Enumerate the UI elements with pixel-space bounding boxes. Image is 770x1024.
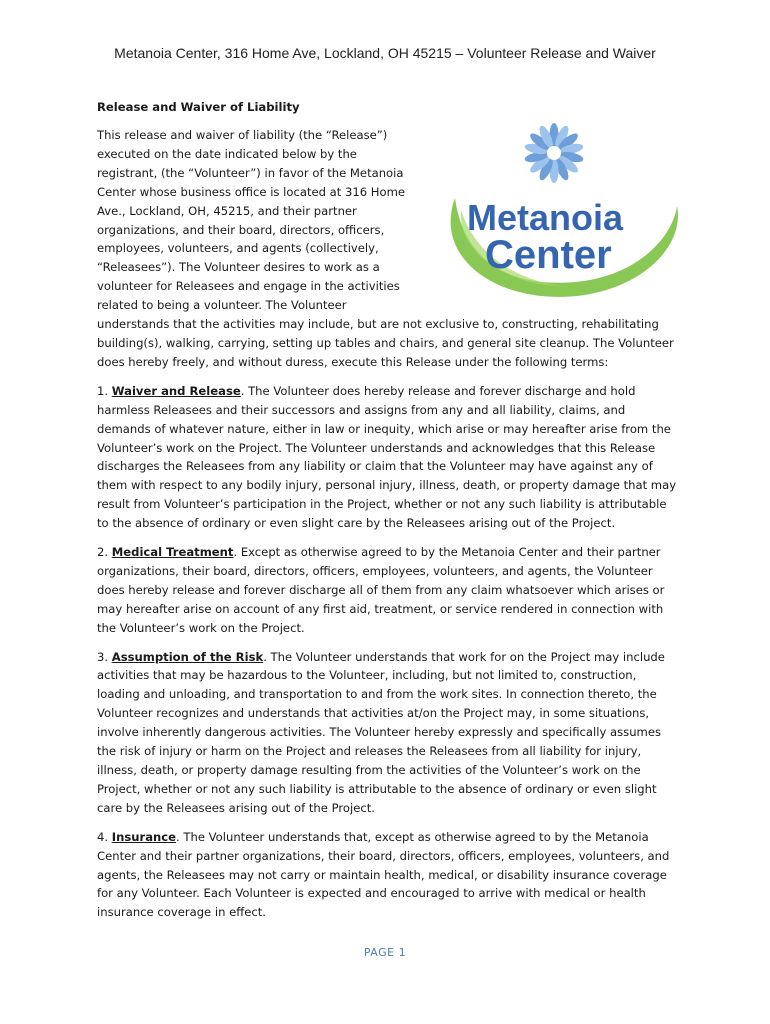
section-number: 4. — [97, 829, 109, 844]
section-heading: Assumption of the Risk — [111, 649, 264, 664]
section-number: 3. — [97, 649, 109, 664]
section-2 — [97, 543, 677, 638]
section-heading: Insurance — [111, 829, 177, 844]
logo-graphic — [427, 118, 695, 308]
section-heading: Waiver and Release — [111, 383, 241, 398]
document-title: Release and Waiver of Liability — [97, 100, 300, 114]
intro-paragraph: This release and waiver of liability (the “Release”) executed on the date indicated below by the registrant, (the “Volunteer”) in favor of the Metanoia Center whose business office is located at 316 Home Ave., Lockland, OH, 45215, and their partner organizations, and their board, directors, officers, employees, volunteers, and agents (collectively, “Releasees”). The Volunteer desires to work as a volunteer for Releasees and engage in the activities related to being a volunteer. The Volunteer understands that the activities may include, but are not exclusive to, constructing, rehabilitating building(s), walking, carrying, setting up tables and chairs, and general site cleanup. The Volunteer does hereby freely, and without duress, execute this Release under the following terms: — [97, 128, 674, 369]
section-3 — [97, 648, 677, 818]
logo-text-line2: Center — [485, 233, 612, 277]
section-number: 2. — [97, 545, 109, 560]
metanoia-center-logo — [427, 118, 695, 308]
section-body: . Except as otherwise agreed to by the Metanoia Center and their partner organizations, their board, directors, officers, employees, volunteers, and agents, the Volunteer does hereby release and forever discharge all of them from any claim whatsoever which arises or may hereafter arise on account of any first aid, treatment, or service rendered in connection with the Volunteer’s work on the Project. — [97, 545, 665, 635]
section-body: . The Volunteer understands that work for on the Project may include activities that may be hazardous to the Volunteer, including, but not limited to, construction, loading and unloading, and transportation to and from the work sites. In connection thereto, the Volunteer recognizes and understands that activities at/on the Project may, in some situations, involve inherently dangerous activities. The Volunteer hereby expressly and specifically assumes the risk of injury or harm on the Project and releases the Releasees from all liability for injury, illness, death, or property damage resulting from the activities of the Volunteer’s work on the Project, whether or not any such liability is attributable to the absence of ordinary or even slight care by the Releasees arising out of the Project. — [97, 649, 665, 815]
page-header: Metanoia Center, 316 Home Ave, Lockland, OH 45215 – Volunteer Release and Waiver — [114, 45, 656, 61]
section-heading: Medical Treatment — [111, 545, 234, 560]
section-number: 1. — [97, 383, 109, 398]
section-body: . The Volunteer understands that, except as otherwise agreed to by the Metanoia Center and their partner organizations, their board, directors, officers, employees, volunteers, and agents, the Releasees may not carry or maintain health, medical, or disability insurance coverage for any Volunteer. Each Volunteer is expected and encouraged to arrive with medical or health insurance coverage in effect. — [97, 829, 670, 920]
section-4 — [97, 828, 677, 923]
section-body: . The Volunteer does hereby release and forever discharge and hold harmless Releasees and their successors and assigns from any and all liability, claims, and demands of whatever nature, either in law or inequity, which arise or may hereafter arise from the Volunteer’s work on the Project. The Volunteer understands and acknowledges that this Release discharges the Releasees from any liability or claim that the Volunteer may have against any of them with respect to any bodily injury, personal injury, illness, death, or property damage that may result from Volunteer’s participation in the Project, whether or not any such liability is attributable to the absence of ordinary or even slight care by the Releasees arising out of the Project. — [97, 383, 677, 531]
logo-text-line1: Metanoia — [467, 197, 624, 238]
document-body — [97, 98, 677, 922]
section-1 — [97, 382, 677, 533]
page-number: PAGE 1 — [363, 946, 407, 959]
